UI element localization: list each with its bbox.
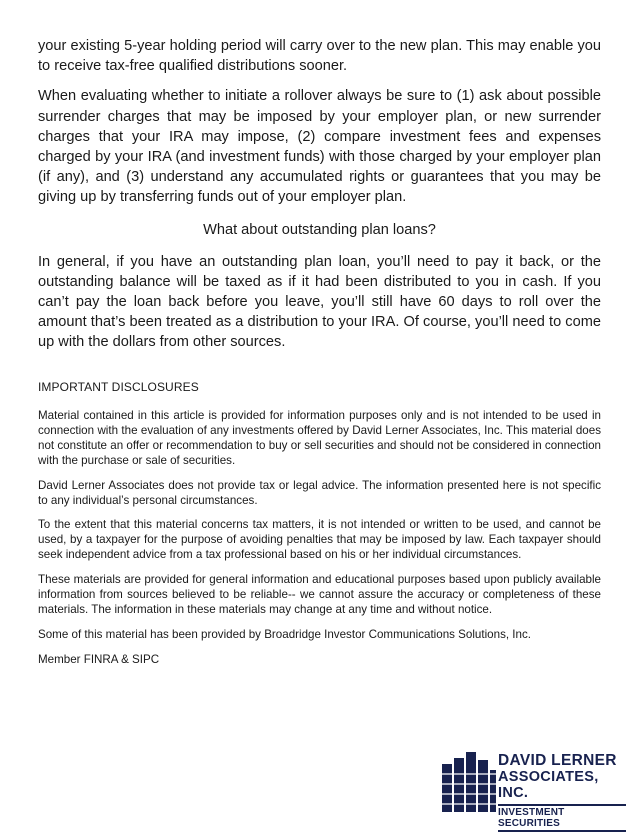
disclosure-paragraph-5: Some of this material has been provided by Broadridge Investor Communications Solutions, Inc.	[38, 627, 531, 641]
loans-paragraph: In general, if you have an outstanding plan loan, you’ll need to pay it back, or the outstanding balance will be taxed as if it had been distributed to you in cash. If you can’t pay the loan back before you leave, you’ll still have 60 days to roll over the amount that’s been treated as a distribution to your IRA. Of course, you’ll need to come up with the dollars from other sources.	[38, 253, 601, 351]
intro-paragraph-1: your existing 5-year holding period will carry over to the new plan. This may enable you to receive tax-free qualified distributions sooner.	[38, 38, 601, 75]
disclosures-title: IMPORTANT DISCLOSURES	[38, 380, 199, 394]
intro-paragraph-2: When evaluating whether to initiate a rollover always be sure to (1) ask about possible surrender charges that may be imposed by your employer plan, or new surrender charges that your IRA may impose, (2) compare investment fees and expenses charged by your IRA (and investment funds) with those charged by your employer plan (if any), and (3) understand any accumulated rights or guarantees that you may be giving up by transferring funds out of your employer plan.	[38, 88, 601, 206]
article-body	[38, 36, 601, 353]
loans-section	[38, 252, 601, 353]
disclosures-section	[38, 380, 601, 678]
logo-line-3: INVESTMENT SECURITIES	[498, 804, 626, 832]
disclosure-paragraph-3: To the extent that this material concerns tax matters, it is not intended or written to be used, and cannot be used, by a taxpayer for the purpose of avoiding penalties that may be imposed by law. Each taxpayer should seek independent advice from a tax professional based on his or her individual circumstances.	[38, 518, 601, 562]
disclosure-paragraph-4: These materials are provided for general information and educational purposes based upon publicly available information from sources believed to be reliable-- we cannot assure the accuracy or completeness of these materials. The information in these materials may change at any time and without notice.	[38, 573, 601, 616]
section-heading: What about outstanding plan loans?	[203, 221, 436, 238]
company-logo-text	[498, 752, 626, 832]
disclosure-paragraph-6: Member FINRA & SIPC	[38, 652, 160, 666]
logo-line-2: ASSOCIATES, INC.	[498, 769, 599, 801]
intro-section	[38, 36, 601, 208]
disclosure-paragraph-2: David Lerner Associates does not provide tax or legal advice. The information presented here is not specific to any individual’s personal circumstances.	[38, 478, 601, 507]
disclosure-paragraph-1: Material contained in this article is provided for information purposes only and is not intended to be used in connection with the evaluation of any investments offered by David Lerner Associates, Inc. This material does not constitute an offer or recommendation to buy or sell securities and should not be considered in connection with the purchase or sale of securities.	[38, 409, 601, 467]
logo-line-1: DAVID LERNER	[498, 752, 617, 769]
